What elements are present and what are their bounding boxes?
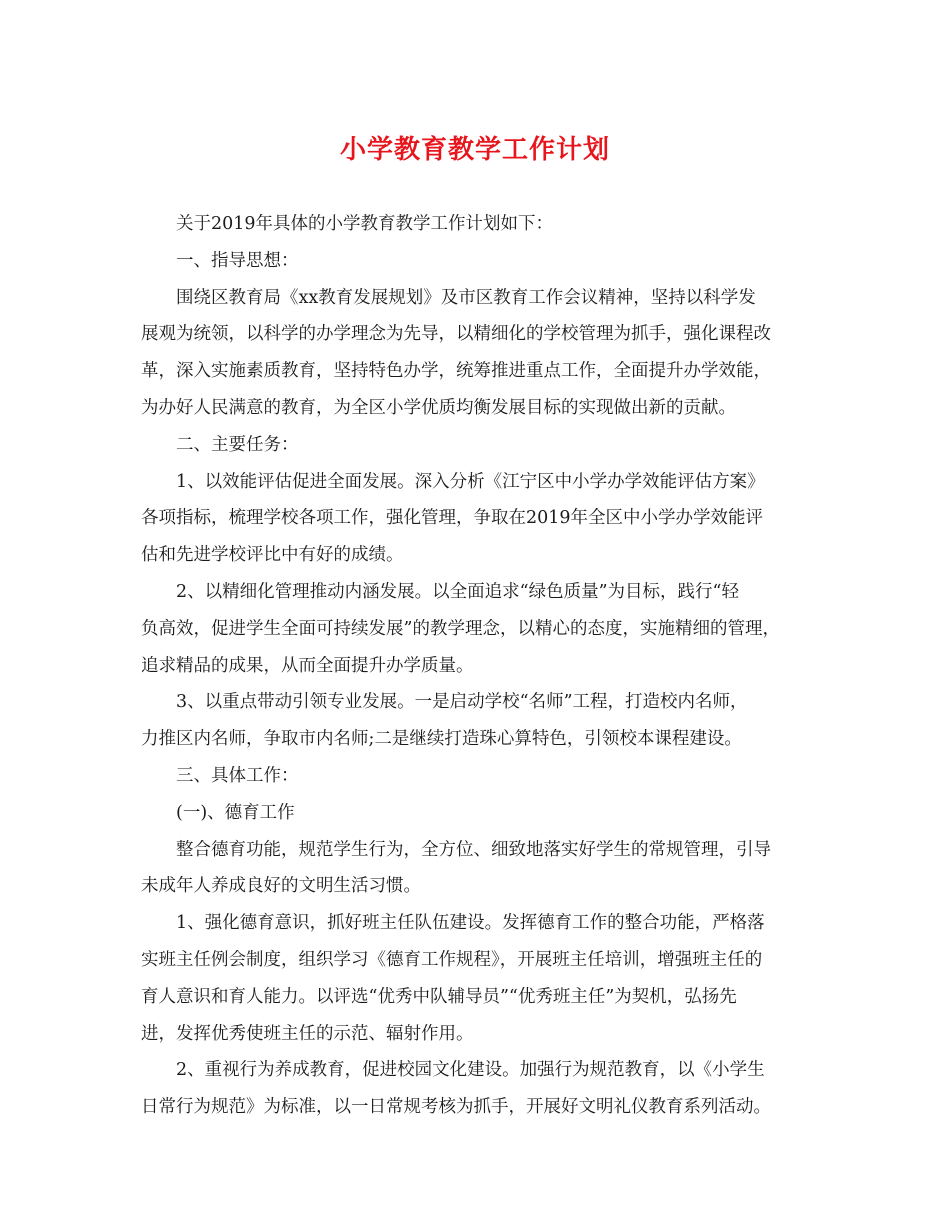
text-line: 2、重视行为养成教育，促进校园文化建设。加强行为规范教育，以《小学生 [176,1060,765,1081]
text-line: 三、具体工作： [176,765,299,786]
text-line: (一)、德育工作 [176,802,295,823]
text-line: 为办好人民满意的教育，为全区小学优质均衡发展目标的实现做出新的贡献。 [141,397,736,418]
text-line: 革，深入实施素质教育，坚持特色办学，统筹推进重点工作，全面提升办学效能， [141,361,771,382]
text-line: 育人意识和育人能力。以评选“优秀中队辅导员”“优秀班主任”为契机，弘扬先 [141,986,737,1007]
text-line: 关于2019年具体的小学教育教学工作计划如下： [176,214,554,234]
text-line: 估和先进学校评比中有好的成绩。 [141,545,404,566]
text-line: 进，发挥优秀使班主任的示范、辐射作用。 [141,1023,474,1044]
text-line: 1、强化德育意识，抓好班主任队伍建设。发挥德育工作的整合功能，严格落 [176,913,765,934]
text-line: 追求精品的成果，从而全面提升办学质量。 [141,655,474,676]
text-line: 2、以精细化管理推动内涵发展。以全面追求“绿色质量”为目标，践行“轻 [176,581,739,602]
text-line: 日常行为规范》为标准，以一日常规考核为抓手，开展好文明礼仪教育系列活动。 [141,1097,771,1118]
text-line: 负高效，促进学生全面可持续发展”的教学理念，以精心的态度，实施精细的管理， [141,618,780,639]
page-title: 小学教育教学工作计划 [339,135,610,165]
text-line: 围绕区教育局《xx教育发展规划》及市区教育工作会议精神，坚持以科学发 [176,287,756,308]
text-line: 实班主任例会制度，组织学习《德育工作规程》，开展班主任培训，增强班主任的 [141,949,763,970]
text-line: 整合德育功能，规范学生行为，全方位、细致地落实好学生的常规管理，引导 [176,839,771,860]
text-line: 各项指标，梳理学校各项工作，强化管理，争取在2019年全区中小学办学效能评 [141,508,764,529]
text-line: 未成年人养成良好的文明生活习惯。 [141,876,421,897]
text-line: 3、以重点带动引领专业发展。一是启动学校“名师”工程，打造校内名师， [176,692,748,713]
text-line: 一、指导思想： [176,250,299,271]
document-body [141,206,821,1126]
text-line: 展观为统领，以科学的办学理念为先导，以精细化的学校管理为抓手，强化课程改 [141,324,771,345]
text-line: 力推区内名师，争取市内名师;二是继续打造珠心算特色，引领校本课程建设。 [141,729,742,750]
text-line: 二、主要任务： [176,434,299,455]
text-line: 1、以效能评估促进全面发展。深入分析《江宁区中小学办学效能评估方案》 [176,471,765,492]
